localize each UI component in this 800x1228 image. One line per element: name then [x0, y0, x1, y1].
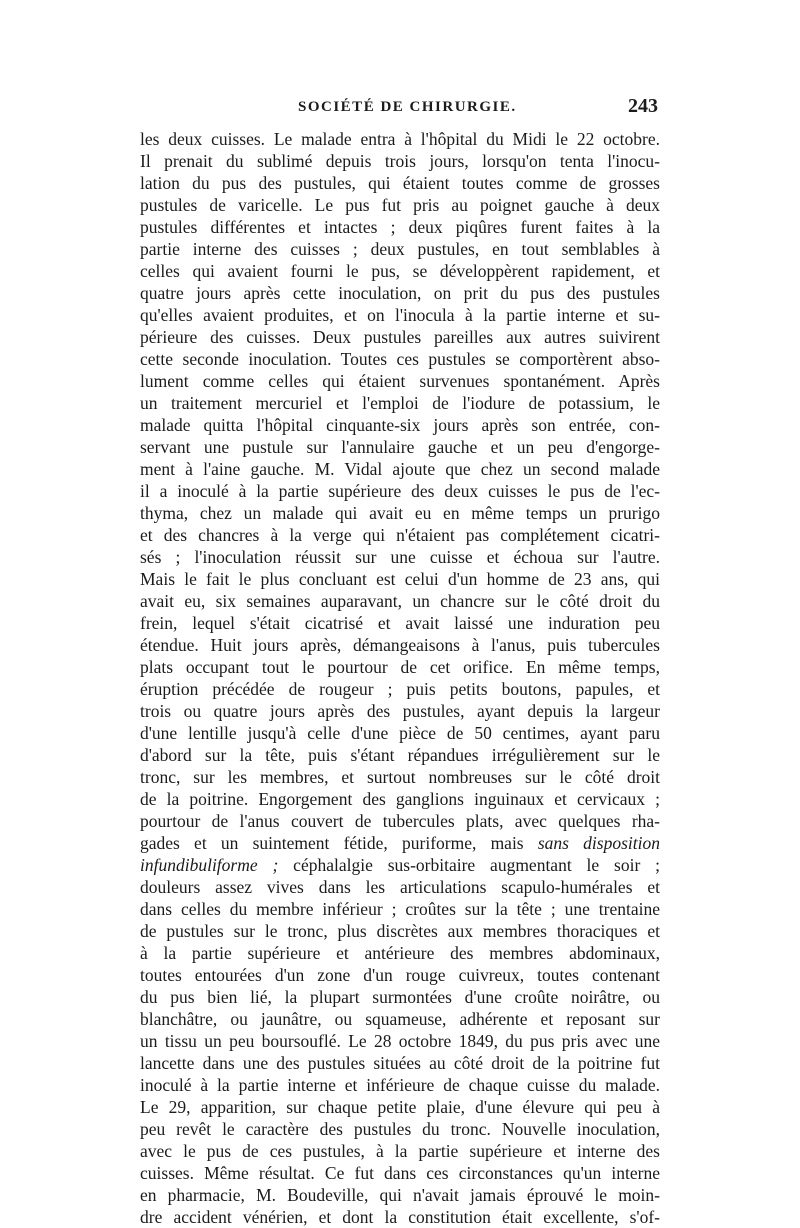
text-line: inoculé à la partie interne et inférieure de chaque cuisse du malade.	[140, 1075, 660, 1095]
running-title: SOCIÉTÉ DE CHIRURGIE.	[298, 99, 517, 115]
text-line: sés ; l'inoculation réussit sur une cuisse et échoua sur l'autre.	[140, 547, 660, 567]
text-line: pustules différentes et intactes ; deux piqûres furent faites à la	[140, 217, 660, 237]
text-line: un tissu un peu boursouflé. Le 28 octobre 1849, du pus pris avec une	[140, 1031, 660, 1051]
text-line: de la poitrine. Engorgement des ganglions inguinaux et cervicaux ;	[140, 789, 660, 809]
text-line: lancette dans une des pustules situées au côté droit de la poitrine fut	[140, 1053, 660, 1073]
page-header	[138, 95, 658, 125]
text-line: dans celles du membre inférieur ; croûtes sur la tête ; une trentaine	[140, 899, 660, 919]
text-line: de pustules sur le tronc, plus discrètes aux membres thoraciques et	[140, 921, 660, 941]
text-line: servant une pustule sur l'annulaire gauche et un peu d'engorge-	[140, 437, 660, 457]
text-line: il a inoculé à la partie supérieure des deux cuisses le pus de l'ec-	[140, 481, 660, 501]
text-line: du pus bien lié, la plupart surmontées d'une croûte noirâtre, ou	[140, 987, 660, 1007]
text-line: lation du pus des pustules, qui étaient toutes comme de grosses	[140, 173, 660, 193]
text-line: avait eu, six semaines auparavant, un chancre sur le côté droit du	[140, 591, 660, 611]
text-run: gades et un suintement fétide, puriforme, mais	[140, 833, 538, 853]
text-line: à la partie supérieure et antérieure des membres abdominaux,	[140, 943, 660, 963]
text-line: douleurs assez vives dans les articulations scapulo-humérales et	[140, 877, 660, 897]
text-line-italic-b	[140, 854, 660, 876]
text-line: pourtour de l'anus couvert de tubercules plats, avec quelques rha-	[140, 811, 660, 831]
italic-run: infundibuliforme ;	[140, 855, 279, 875]
text-run: céphalalgie sus-orbitaire augmentant le soir ;	[278, 855, 660, 875]
text-line: Le 29, apparition, sur chaque petite plaie, d'une élevure qui peu à	[140, 1097, 660, 1117]
text-line: malade quitta l'hôpital cinquante-six jours après son entrée, con-	[140, 415, 660, 435]
text-line: avec le pus de ces pustules, à la partie supérieure et interne des	[140, 1141, 660, 1161]
text-line: toutes entourées d'un zone d'un rouge cuivreux, toutes contenant	[140, 965, 660, 985]
body-text	[140, 128, 660, 1228]
text-line: éruption précédée de rougeur ; puis petits boutons, papules, et	[140, 679, 660, 699]
text-line: un traitement mercuriel et l'emploi de l'iodure de potassium, le	[140, 393, 660, 413]
text-line: frein, lequel s'était cicatrisé et avait laissé une induration peu	[140, 613, 660, 633]
text-line: tronc, sur les membres, et surtout nombreuses sur le côté droit	[140, 767, 660, 787]
text-line: lument comme celles qui étaient survenues spontanément. Après	[140, 371, 660, 391]
text-line: blanchâtre, ou jaunâtre, ou squameuse, adhérente et reposant sur	[140, 1009, 660, 1029]
text-line: et des chancres à la verge qui n'étaient pas complétement cicatri-	[140, 525, 660, 545]
text-line: quatre jours après cette inoculation, on prit du pus des pustules	[140, 283, 660, 303]
text-line: partie interne des cuisses ; deux pustules, en tout semblables à	[140, 239, 660, 259]
text-line: plats occupant tout le pourtour de cet orifice. En même temps,	[140, 657, 660, 677]
text-line-italic-a	[140, 832, 660, 854]
text-line: thyma, chez un malade qui avait eu en même temps un prurigo	[140, 503, 660, 523]
text-line: celles qui avaient fourni le pus, se développèrent rapidement, et	[140, 261, 660, 281]
text-line: trois ou quatre jours après des pustules, ayant depuis la largeur	[140, 701, 660, 721]
text-line: en pharmacie, M. Boudeville, qui n'avait jamais éprouvé le moin-	[140, 1185, 660, 1205]
text-line: Mais le fait le plus concluant est celui d'un homme de 23 ans, qui	[140, 569, 660, 589]
text-line: ment à l'aine gauche. M. Vidal ajoute que chez un second malade	[140, 459, 660, 479]
text-line: étendue. Huit jours après, démangeaisons à l'anus, puis tubercules	[140, 635, 660, 655]
text-line: cuisses. Même résultat. Ce fut dans ces circonstances qu'un interne	[140, 1163, 660, 1183]
text-line: Il prenait du sublimé depuis trois jours, lorsqu'on tenta l'inocu-	[140, 151, 660, 171]
page-number: 243	[628, 95, 658, 117]
text-line: d'abord sur la tête, puis s'étant répandues irrégulièrement sur le	[140, 745, 660, 765]
text-line: d'une lentille jusqu'à celle d'une pièce de 50 centimes, ayant paru	[140, 723, 660, 743]
text-line: dre accident vénérien, et dont la constitution était excellente, s'of-	[140, 1207, 660, 1227]
text-line: cette seconde inoculation. Toutes ces pustules se comportèrent abso-	[140, 349, 660, 369]
text-line: qu'elles avaient produites, et on l'inocula à la partie interne et su-	[140, 305, 660, 325]
text-line: périeure des cuisses. Deux pustules pareilles aux autres suivirent	[140, 327, 660, 347]
italic-run: sans disposition	[537, 833, 660, 853]
text-line: peu revêt le caractère des pustules du tronc. Nouvelle inoculation,	[140, 1119, 660, 1139]
text-line: les deux cuisses. Le malade entra à l'hôpital du Midi le 22 octobre.	[140, 129, 660, 149]
text-line: pustules de varicelle. Le pus fut pris au poignet gauche à deux	[140, 195, 660, 215]
